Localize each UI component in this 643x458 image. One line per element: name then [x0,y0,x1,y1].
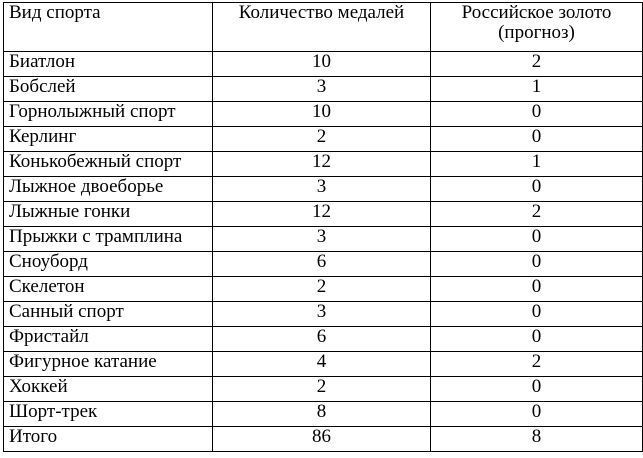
cell-sport: Итого [4,427,213,452]
cell-russian-gold: 0 [431,252,643,277]
cell-medal-count: 2 [213,377,431,402]
table-row [4,427,643,452]
table-row [4,152,643,177]
cell-medal-count: 4 [213,352,431,377]
table-header-row [4,3,643,52]
cell-russian-gold: 1 [431,152,643,177]
cell-sport: Горнолыжный спорт [4,102,213,127]
cell-medal-count: 12 [213,202,431,227]
header-sport: Вид спорта [4,3,213,52]
cell-medal-count: 2 [213,277,431,302]
table-row [4,377,643,402]
cell-medal-count: 3 [213,77,431,102]
table-row [4,252,643,277]
table-row [4,302,643,327]
table-row [4,327,643,352]
cell-russian-gold: 0 [431,302,643,327]
cell-medal-count: 6 [213,327,431,352]
header-russian-gold-line2: (прогноз) [498,21,575,43]
cell-medal-count: 2 [213,127,431,152]
cell-sport: Сноуборд [4,252,213,277]
cell-sport: Фигурное катание [4,352,213,377]
medals-table [3,2,643,452]
table-row [4,52,643,77]
cell-russian-gold: 0 [431,102,643,127]
cell-sport: Прыжки с трамплина [4,227,213,252]
header-russian-gold [431,3,643,52]
cell-sport: Фристайл [4,327,213,352]
table-body [4,52,643,452]
cell-russian-gold: 2 [431,202,643,227]
cell-medal-count: 3 [213,302,431,327]
table-row [4,102,643,127]
cell-sport: Биатлон [4,52,213,77]
cell-medal-count: 10 [213,52,431,77]
cell-sport: Лыжные гонки [4,202,213,227]
cell-russian-gold: 0 [431,377,643,402]
table-row [4,202,643,227]
cell-medal-count: 6 [213,252,431,277]
cell-medal-count: 3 [213,177,431,202]
table-row [4,77,643,102]
cell-medal-count: 3 [213,227,431,252]
cell-sport: Бобслей [4,77,213,102]
cell-medal-count: 12 [213,152,431,177]
header-medal-count: Количество медалей [213,3,431,52]
table-row [4,277,643,302]
cell-russian-gold: 2 [431,352,643,377]
cell-medal-count: 86 [213,427,431,452]
cell-russian-gold: 0 [431,277,643,302]
cell-sport: Керлинг [4,127,213,152]
table-row [4,177,643,202]
table-row [4,227,643,252]
table-row [4,127,643,152]
cell-russian-gold: 0 [431,127,643,152]
cell-sport: Шорт-трек [4,402,213,427]
table-row [4,402,643,427]
cell-sport: Санный спорт [4,302,213,327]
cell-russian-gold: 1 [431,77,643,102]
cell-russian-gold: 0 [431,402,643,427]
cell-russian-gold: 2 [431,52,643,77]
cell-medal-count: 8 [213,402,431,427]
table-row [4,352,643,377]
cell-sport: Лыжное двоеборье [4,177,213,202]
cell-sport: Скелетон [4,277,213,302]
header-russian-gold-line1: Российское золото [461,2,612,23]
cell-sport: Хоккей [4,377,213,402]
cell-russian-gold: 0 [431,227,643,252]
cell-russian-gold: 0 [431,177,643,202]
cell-sport: Конькобежный спорт [4,152,213,177]
cell-medal-count: 10 [213,102,431,127]
cell-russian-gold: 8 [431,427,643,452]
cell-russian-gold: 0 [431,327,643,352]
